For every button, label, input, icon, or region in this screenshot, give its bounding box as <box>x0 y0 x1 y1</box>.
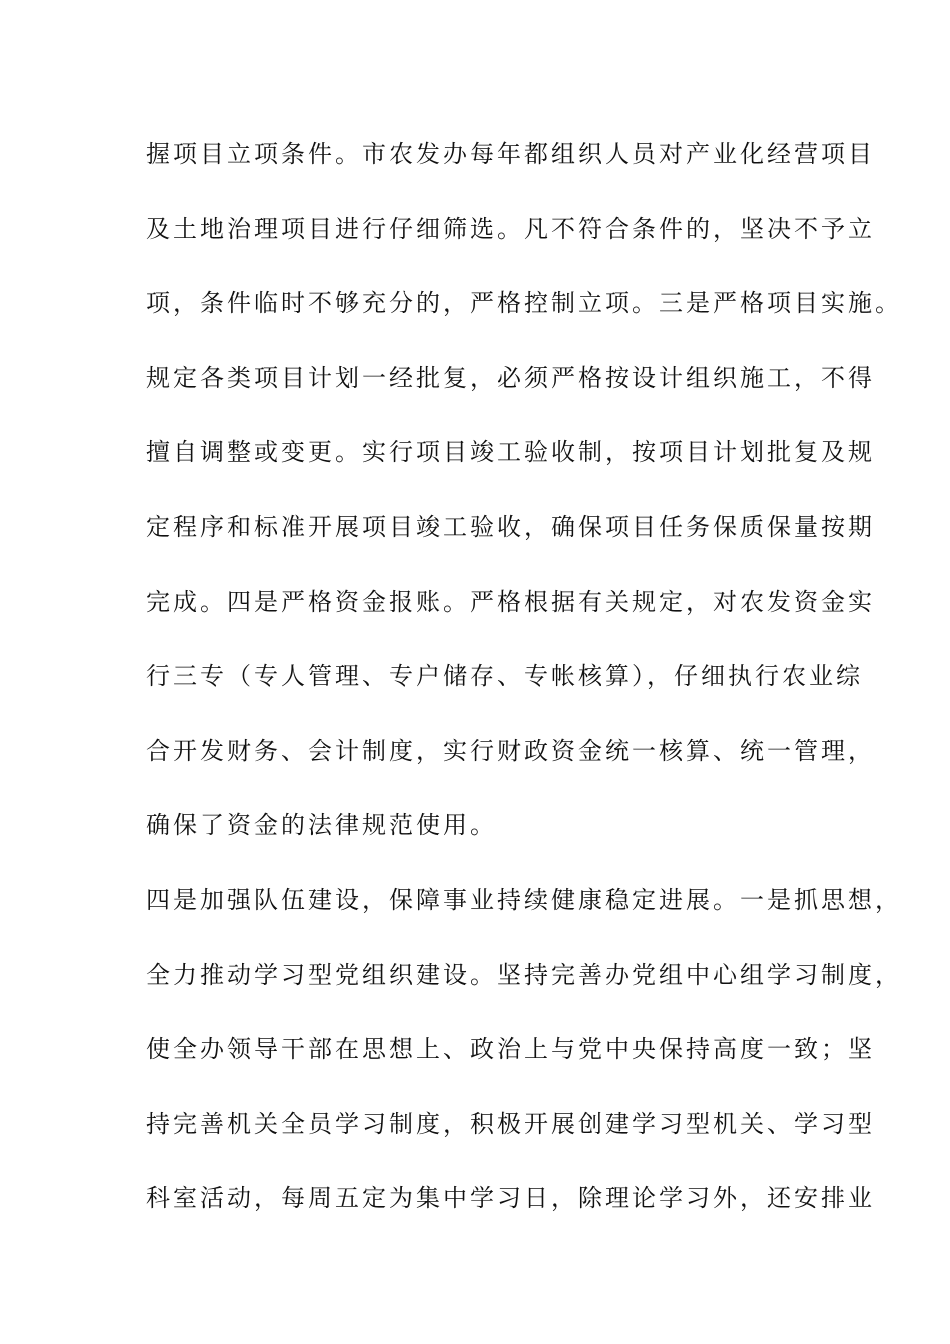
text-line: 定程序和标准开展项目竣工验收，确保项目任务保质保量按期 <box>146 512 875 541</box>
text-line: 规定各类项目计划一经批复，必须严格按设计组织施工，不得 <box>146 363 875 392</box>
text-line: 行三专（专人管理、专户储存、专帐核算），仔细执行农业综 <box>146 662 863 691</box>
text-line: 完成。四是严格资金报账。严格根据有关规定，对农发资金实 <box>146 587 875 616</box>
text-line: 使全办领导干部在思想上、政治上与党中央保持高度一致；坚 <box>146 1035 875 1064</box>
text-line: 项，条件临时不够充分的，严格控制立项。三是严格项目实施。 <box>146 289 902 318</box>
text-line: 科室活动，每周五定为集中学习日，除理论学习外，还安排业 <box>146 1184 875 1213</box>
text-line: 擅自调整或变更。实行项目竣工验收制，按项目计划批复及规 <box>146 438 875 467</box>
text-line: 握项目立项条件。市农发办每年都组织人员对产业化经营项目 <box>146 140 875 168</box>
text-line: 四是加强队伍建设，保障事业持续健康稳定进展。一是抓思想， <box>146 885 902 914</box>
text-line: 确保了资金的法律规范使用。 <box>146 811 497 840</box>
text-line: 及土地治理项目进行仔细筛选。凡不符合条件的，坚决不予立 <box>146 214 875 243</box>
text-line: 持完善机关全员学习制度，积极开展创建学习型机关、学习型 <box>146 1109 875 1138</box>
body-text <box>146 134 902 1253</box>
text-line: 合开发财务、会计制度，实行财政资金统一核算、统一管理， <box>146 736 875 765</box>
text-line: 全力推动学习型党组织建设。坚持完善办党组中心组学习制度， <box>146 960 902 989</box>
